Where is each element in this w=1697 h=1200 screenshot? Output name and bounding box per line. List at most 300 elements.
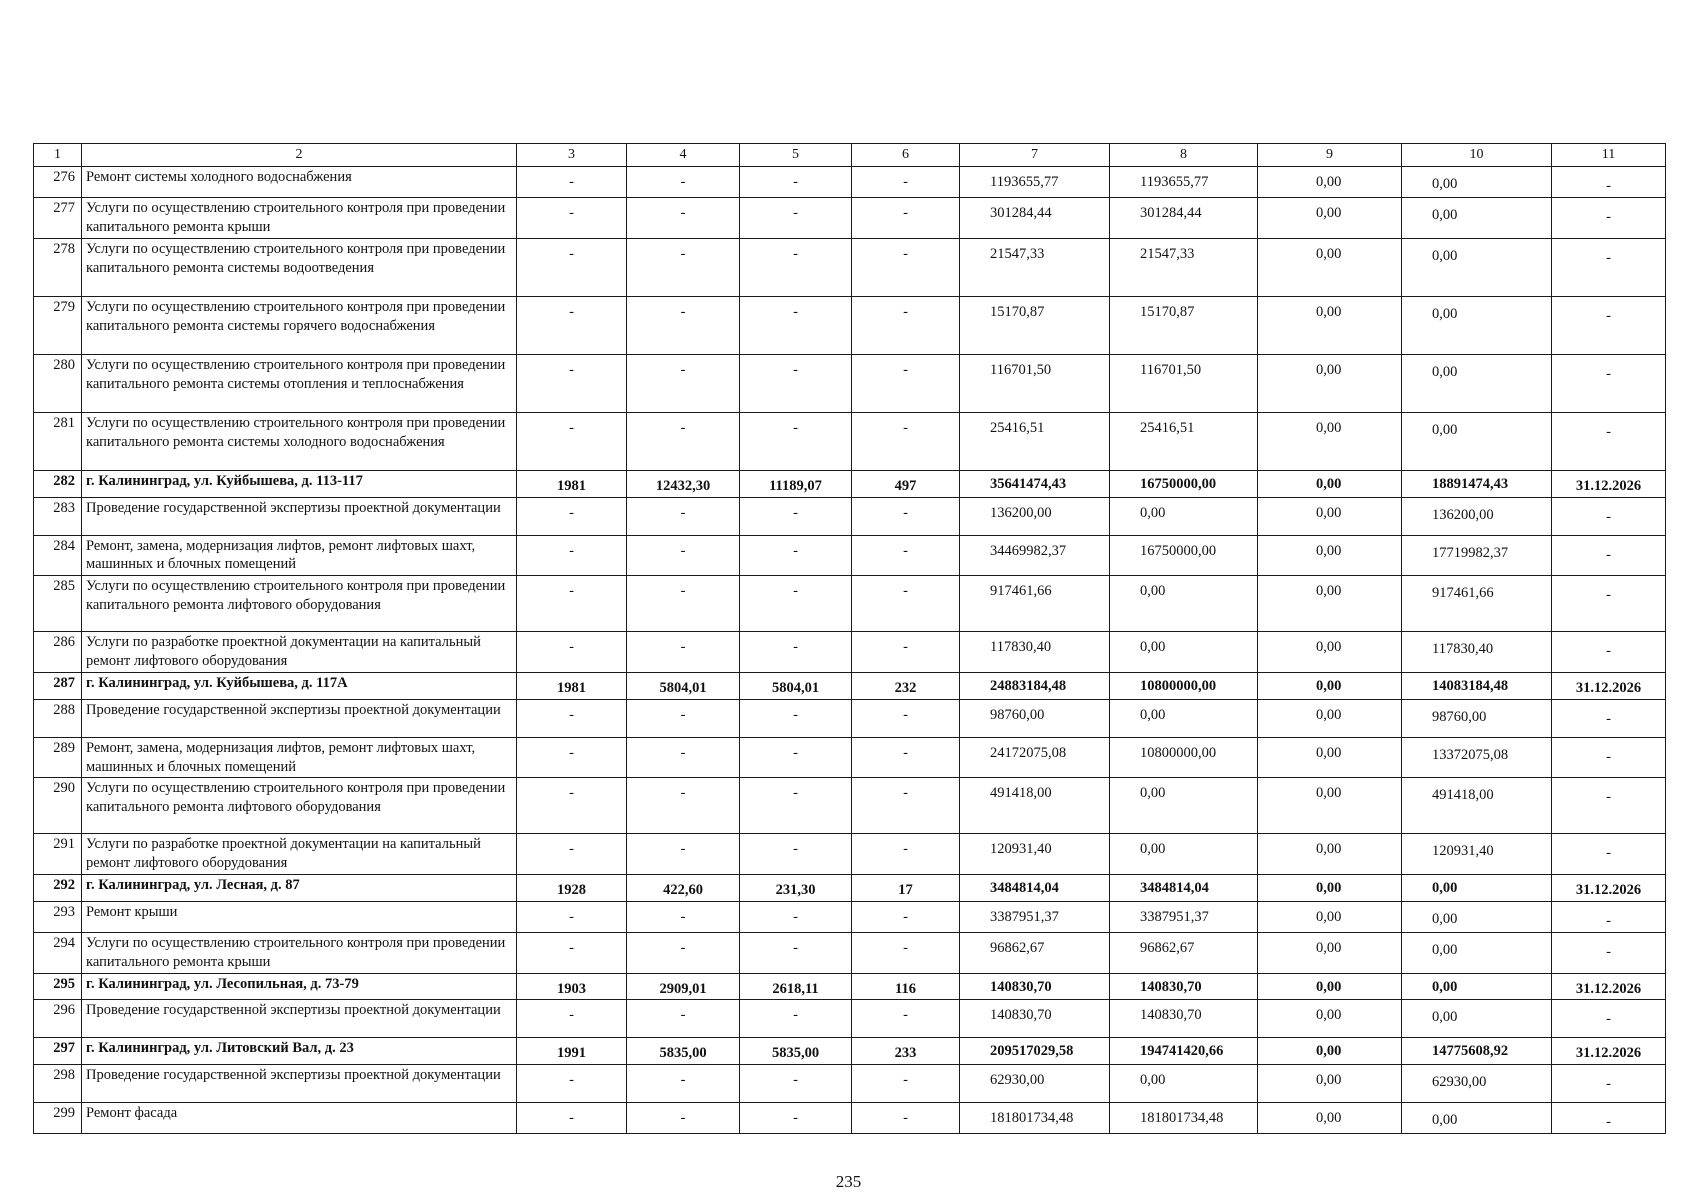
work-description-cell: Услуги по осуществлению строительного контроля при проведении капитального ремонта лифтового оборудования xyxy=(82,576,517,632)
table-row xyxy=(34,412,1666,470)
year-cell: - xyxy=(517,497,627,535)
owner-cost-cell: 0,00 xyxy=(1402,932,1552,973)
deadline-cell: - xyxy=(1552,535,1666,576)
residents-cell: - xyxy=(852,902,960,933)
work-description-cell: Услуги по разработке проектной документации на капитальный ремонт лифтового оборудования xyxy=(82,632,517,673)
owner-cost-cell: 917461,66 xyxy=(1402,576,1552,632)
total-cost-cell: 24172075,08 xyxy=(960,737,1110,778)
owner-cost-cell: 0,00 xyxy=(1402,902,1552,933)
year-cell: - xyxy=(517,354,627,412)
total-area-cell: - xyxy=(627,632,740,673)
owner-cost-cell: 120931,40 xyxy=(1402,834,1552,875)
owner-cost-cell: 0,00 xyxy=(1402,412,1552,470)
budget-cost-cell: 0,00 xyxy=(1258,973,1402,1000)
deadline-cell: - xyxy=(1552,296,1666,354)
deadline-cell: - xyxy=(1552,632,1666,673)
row-number-cell: 285 xyxy=(34,576,82,632)
row-number-cell: 289 xyxy=(34,737,82,778)
total-cost-cell: 3484814,04 xyxy=(960,875,1110,902)
total-cost-cell: 917461,66 xyxy=(960,576,1110,632)
work-description-cell: Проведение государственной экспертизы проектной документации xyxy=(82,497,517,535)
residents-cell: - xyxy=(852,778,960,834)
fund-cost-cell: 21547,33 xyxy=(1110,238,1258,296)
fund-cost-cell: 116701,50 xyxy=(1110,354,1258,412)
deadline-cell: 31.12.2026 xyxy=(1552,672,1666,699)
total-cost-cell: 21547,33 xyxy=(960,238,1110,296)
residents-cell: 497 xyxy=(852,470,960,497)
address-row xyxy=(34,875,1666,902)
address-row xyxy=(34,672,1666,699)
total-area-cell: 12432,30 xyxy=(627,470,740,497)
fund-cost-cell: 140830,70 xyxy=(1110,973,1258,1000)
table-row xyxy=(34,167,1666,198)
owner-cost-cell: 0,00 xyxy=(1402,296,1552,354)
budget-cost-cell: 0,00 xyxy=(1258,902,1402,933)
row-number-cell: 287 xyxy=(34,672,82,699)
year-cell: 1903 xyxy=(517,973,627,1000)
total-cost-cell: 116701,50 xyxy=(960,354,1110,412)
row-number-cell: 284 xyxy=(34,535,82,576)
year-cell: - xyxy=(517,1000,627,1038)
column-number-header-row xyxy=(34,144,1666,167)
row-number-cell: 292 xyxy=(34,875,82,902)
owner-cost-cell: 14083184,48 xyxy=(1402,672,1552,699)
row-number-cell: 277 xyxy=(34,198,82,239)
table-row xyxy=(34,1103,1666,1134)
row-number-cell: 294 xyxy=(34,932,82,973)
residents-cell: - xyxy=(852,497,960,535)
column-header: 3 xyxy=(517,144,627,167)
row-number-cell: 299 xyxy=(34,1103,82,1134)
fund-cost-cell: 3484814,04 xyxy=(1110,875,1258,902)
table-row xyxy=(34,932,1666,973)
year-cell: - xyxy=(517,737,627,778)
fund-cost-cell: 0,00 xyxy=(1110,576,1258,632)
work-description-cell: Ремонт фасада xyxy=(82,1103,517,1134)
budget-cost-cell: 0,00 xyxy=(1258,1000,1402,1038)
living-area-cell: - xyxy=(740,699,852,737)
fund-cost-cell: 1193655,77 xyxy=(1110,167,1258,198)
fund-cost-cell: 0,00 xyxy=(1110,834,1258,875)
total-area-cell: - xyxy=(627,1065,740,1103)
table-row xyxy=(34,778,1666,834)
living-area-cell: 5804,01 xyxy=(740,672,852,699)
living-area-cell: - xyxy=(740,1065,852,1103)
column-header: 2 xyxy=(82,144,517,167)
owner-cost-cell: 13372075,08 xyxy=(1402,737,1552,778)
work-description-cell: Услуги по осуществлению строительного контроля при проведении капитального ремонта лифтового оборудования xyxy=(82,778,517,834)
row-number-cell: 298 xyxy=(34,1065,82,1103)
total-area-cell: - xyxy=(627,1000,740,1038)
fund-cost-cell: 0,00 xyxy=(1110,699,1258,737)
owner-cost-cell: 0,00 xyxy=(1402,875,1552,902)
owner-cost-cell: 0,00 xyxy=(1402,238,1552,296)
total-area-cell: - xyxy=(627,902,740,933)
owner-cost-cell: 62930,00 xyxy=(1402,1065,1552,1103)
work-description-cell: Ремонт крыши xyxy=(82,902,517,933)
work-description-cell: г. Калининград, ул. Лесопильная, д. 73-79 xyxy=(82,973,517,1000)
budget-cost-cell: 0,00 xyxy=(1258,198,1402,239)
fund-cost-cell: 25416,51 xyxy=(1110,412,1258,470)
deadline-cell: - xyxy=(1552,354,1666,412)
deadline-cell: - xyxy=(1552,1103,1666,1134)
total-area-cell: - xyxy=(627,412,740,470)
fund-cost-cell: 301284,44 xyxy=(1110,198,1258,239)
owner-cost-cell: 136200,00 xyxy=(1402,497,1552,535)
table-row xyxy=(34,902,1666,933)
living-area-cell: 2618,11 xyxy=(740,973,852,1000)
total-area-cell: - xyxy=(627,834,740,875)
owner-cost-cell: 98760,00 xyxy=(1402,699,1552,737)
budget-cost-cell: 0,00 xyxy=(1258,834,1402,875)
living-area-cell: - xyxy=(740,535,852,576)
total-cost-cell: 140830,70 xyxy=(960,1000,1110,1038)
living-area-cell: - xyxy=(740,632,852,673)
total-area-cell: - xyxy=(627,699,740,737)
residents-cell: - xyxy=(852,354,960,412)
total-cost-cell: 96862,67 xyxy=(960,932,1110,973)
total-area-cell: 5804,01 xyxy=(627,672,740,699)
year-cell: - xyxy=(517,902,627,933)
work-description-cell: Услуги по осуществлению строительного контроля при проведении капитального ремонта системы отопления и теплоснабжения xyxy=(82,354,517,412)
budget-cost-cell: 0,00 xyxy=(1258,535,1402,576)
fund-cost-cell: 16750000,00 xyxy=(1110,535,1258,576)
work-description-cell: Проведение государственной экспертизы проектной документации xyxy=(82,1000,517,1038)
total-area-cell: - xyxy=(627,354,740,412)
table-row xyxy=(34,737,1666,778)
row-number-cell: 296 xyxy=(34,1000,82,1038)
budget-cost-cell: 0,00 xyxy=(1258,470,1402,497)
living-area-cell: - xyxy=(740,778,852,834)
budget-cost-cell: 0,00 xyxy=(1258,632,1402,673)
work-description-cell: Ремонт системы холодного водоснабжения xyxy=(82,167,517,198)
total-area-cell: - xyxy=(627,296,740,354)
residents-cell: - xyxy=(852,1103,960,1134)
year-cell: - xyxy=(517,632,627,673)
owner-cost-cell: 14775608,92 xyxy=(1402,1038,1552,1065)
owner-cost-cell: 491418,00 xyxy=(1402,778,1552,834)
table-row xyxy=(34,198,1666,239)
total-area-cell: - xyxy=(627,238,740,296)
living-area-cell: - xyxy=(740,1103,852,1134)
owner-cost-cell: 0,00 xyxy=(1402,167,1552,198)
owner-cost-cell: 17719982,37 xyxy=(1402,535,1552,576)
fund-cost-cell: 3387951,37 xyxy=(1110,902,1258,933)
owner-cost-cell: 0,00 xyxy=(1402,198,1552,239)
total-cost-cell: 181801734,48 xyxy=(960,1103,1110,1134)
budget-cost-cell: 0,00 xyxy=(1258,778,1402,834)
year-cell: - xyxy=(517,412,627,470)
work-description-cell: г. Калининград, ул. Куйбышева, д. 113-117 xyxy=(82,470,517,497)
row-number-cell: 280 xyxy=(34,354,82,412)
budget-cost-cell: 0,00 xyxy=(1258,412,1402,470)
living-area-cell: 231,30 xyxy=(740,875,852,902)
residents-cell: - xyxy=(852,238,960,296)
total-cost-cell: 35641474,43 xyxy=(960,470,1110,497)
residents-cell: 233 xyxy=(852,1038,960,1065)
column-header: 4 xyxy=(627,144,740,167)
total-area-cell: - xyxy=(627,737,740,778)
owner-cost-cell: 0,00 xyxy=(1402,1000,1552,1038)
row-number-cell: 295 xyxy=(34,973,82,1000)
column-header: 1 xyxy=(34,144,82,167)
table-row xyxy=(34,1000,1666,1038)
row-number-cell: 279 xyxy=(34,296,82,354)
year-cell: - xyxy=(517,834,627,875)
row-number-cell: 293 xyxy=(34,902,82,933)
deadline-cell: - xyxy=(1552,576,1666,632)
year-cell: 1991 xyxy=(517,1038,627,1065)
deadline-cell: 31.12.2026 xyxy=(1552,470,1666,497)
budget-cost-cell: 0,00 xyxy=(1258,1065,1402,1103)
budget-cost-cell: 0,00 xyxy=(1258,672,1402,699)
fund-cost-cell: 0,00 xyxy=(1110,632,1258,673)
residents-cell: - xyxy=(852,198,960,239)
deadline-cell: - xyxy=(1552,778,1666,834)
living-area-cell: - xyxy=(740,296,852,354)
total-cost-cell: 25416,51 xyxy=(960,412,1110,470)
living-area-cell: - xyxy=(740,737,852,778)
table-row xyxy=(34,632,1666,673)
table-body xyxy=(34,144,1666,1134)
deadline-cell: - xyxy=(1552,902,1666,933)
budget-cost-cell: 0,00 xyxy=(1258,737,1402,778)
fund-cost-cell: 140830,70 xyxy=(1110,1000,1258,1038)
budget-cost-cell: 0,00 xyxy=(1258,296,1402,354)
budget-cost-cell: 0,00 xyxy=(1258,1038,1402,1065)
living-area-cell: - xyxy=(740,412,852,470)
total-cost-cell: 34469982,37 xyxy=(960,535,1110,576)
residents-cell: - xyxy=(852,535,960,576)
deadline-cell: - xyxy=(1552,497,1666,535)
fund-cost-cell: 10800000,00 xyxy=(1110,737,1258,778)
residents-cell: - xyxy=(852,1000,960,1038)
budget-cost-cell: 0,00 xyxy=(1258,497,1402,535)
owner-cost-cell: 18891474,43 xyxy=(1402,470,1552,497)
row-number-cell: 286 xyxy=(34,632,82,673)
table-row xyxy=(34,238,1666,296)
address-row xyxy=(34,973,1666,1000)
deadline-cell: 31.12.2026 xyxy=(1552,1038,1666,1065)
deadline-cell: - xyxy=(1552,699,1666,737)
deadline-cell: - xyxy=(1552,737,1666,778)
total-area-cell: - xyxy=(627,535,740,576)
budget-cost-cell: 0,00 xyxy=(1258,167,1402,198)
total-area-cell: 5835,00 xyxy=(627,1038,740,1065)
column-header: 10 xyxy=(1402,144,1552,167)
page-number: 235 xyxy=(835,1172,862,1191)
row-number-cell: 282 xyxy=(34,470,82,497)
year-cell: - xyxy=(517,238,627,296)
year-cell: - xyxy=(517,296,627,354)
total-cost-cell: 120931,40 xyxy=(960,834,1110,875)
year-cell: - xyxy=(517,535,627,576)
living-area-cell: - xyxy=(740,167,852,198)
total-area-cell: 422,60 xyxy=(627,875,740,902)
budget-cost-cell: 0,00 xyxy=(1258,238,1402,296)
fund-cost-cell: 0,00 xyxy=(1110,497,1258,535)
work-description-cell: Услуги по осуществлению строительного контроля при проведении капитального ремонта крыши xyxy=(82,932,517,973)
living-area-cell: - xyxy=(740,576,852,632)
deadline-cell: 31.12.2026 xyxy=(1552,973,1666,1000)
work-description-cell: Услуги по осуществлению строительного контроля при проведении капитального ремонта системы горячего водоснабжения xyxy=(82,296,517,354)
column-header: 5 xyxy=(740,144,852,167)
year-cell: - xyxy=(517,932,627,973)
residents-cell: - xyxy=(852,932,960,973)
column-header: 11 xyxy=(1552,144,1666,167)
total-area-cell: - xyxy=(627,167,740,198)
living-area-cell: - xyxy=(740,354,852,412)
deadline-cell: - xyxy=(1552,198,1666,239)
work-description-cell: Проведение государственной экспертизы проектной документации xyxy=(82,699,517,737)
living-area-cell: - xyxy=(740,834,852,875)
fund-cost-cell: 10800000,00 xyxy=(1110,672,1258,699)
work-description-cell: Услуги по осуществлению строительного контроля при проведении капитального ремонта крыши xyxy=(82,198,517,239)
address-row xyxy=(34,470,1666,497)
year-cell: - xyxy=(517,699,627,737)
work-description-cell: Ремонт, замена, модернизация лифтов, ремонт лифтовых шахт, машинных и блочных помещений xyxy=(82,535,517,576)
total-area-cell: - xyxy=(627,932,740,973)
residents-cell: - xyxy=(852,576,960,632)
total-area-cell: - xyxy=(627,576,740,632)
deadline-cell: - xyxy=(1552,932,1666,973)
table-row xyxy=(34,535,1666,576)
residents-cell: - xyxy=(852,699,960,737)
row-number-cell: 288 xyxy=(34,699,82,737)
work-description-cell: Услуги по осуществлению строительного контроля при проведении капитального ремонта системы водоотведения xyxy=(82,238,517,296)
fund-cost-cell: 0,00 xyxy=(1110,1065,1258,1103)
residents-cell: - xyxy=(852,834,960,875)
year-cell: - xyxy=(517,198,627,239)
row-number-cell: 283 xyxy=(34,497,82,535)
fund-cost-cell: 16750000,00 xyxy=(1110,470,1258,497)
total-area-cell: 2909,01 xyxy=(627,973,740,1000)
work-description-cell: Услуги по осуществлению строительного контроля при проведении капитального ремонта системы холодного водоснабжения xyxy=(82,412,517,470)
row-number-cell: 290 xyxy=(34,778,82,834)
year-cell: - xyxy=(517,1065,627,1103)
work-description-cell: г. Калининград, ул. Литовский Вал, д. 23 xyxy=(82,1038,517,1065)
residents-cell: - xyxy=(852,296,960,354)
total-cost-cell: 117830,40 xyxy=(960,632,1110,673)
total-cost-cell: 24883184,48 xyxy=(960,672,1110,699)
residents-cell: - xyxy=(852,1065,960,1103)
table-row xyxy=(34,497,1666,535)
deadline-cell: - xyxy=(1552,238,1666,296)
work-description-cell: Ремонт, замена, модернизация лифтов, ремонт лифтовых шахт, машинных и блочных помещений xyxy=(82,737,517,778)
owner-cost-cell: 0,00 xyxy=(1402,1103,1552,1134)
living-area-cell: - xyxy=(740,497,852,535)
living-area-cell: - xyxy=(740,932,852,973)
fund-cost-cell: 0,00 xyxy=(1110,778,1258,834)
living-area-cell: - xyxy=(740,1000,852,1038)
work-description-cell: г. Калининград, ул. Куйбышева, д. 117А xyxy=(82,672,517,699)
residents-cell: - xyxy=(852,412,960,470)
residents-cell: 17 xyxy=(852,875,960,902)
owner-cost-cell: 117830,40 xyxy=(1402,632,1552,673)
residents-cell: - xyxy=(852,167,960,198)
total-cost-cell: 140830,70 xyxy=(960,973,1110,1000)
row-number-cell: 297 xyxy=(34,1038,82,1065)
owner-cost-cell: 0,00 xyxy=(1402,973,1552,1000)
fund-cost-cell: 15170,87 xyxy=(1110,296,1258,354)
year-cell: 1981 xyxy=(517,470,627,497)
column-header: 9 xyxy=(1258,144,1402,167)
living-area-cell: - xyxy=(740,198,852,239)
fund-cost-cell: 181801734,48 xyxy=(1110,1103,1258,1134)
address-row xyxy=(34,1038,1666,1065)
table-row xyxy=(34,354,1666,412)
table-row xyxy=(34,296,1666,354)
register-table xyxy=(33,143,1666,1134)
total-cost-cell: 136200,00 xyxy=(960,497,1110,535)
budget-cost-cell: 0,00 xyxy=(1258,932,1402,973)
budget-cost-cell: 0,00 xyxy=(1258,576,1402,632)
work-description-cell: г. Калининград, ул. Лесная, д. 87 xyxy=(82,875,517,902)
budget-cost-cell: 0,00 xyxy=(1258,1103,1402,1134)
deadline-cell: - xyxy=(1552,167,1666,198)
table-row xyxy=(34,1065,1666,1103)
total-cost-cell: 491418,00 xyxy=(960,778,1110,834)
total-cost-cell: 15170,87 xyxy=(960,296,1110,354)
total-cost-cell: 1193655,77 xyxy=(960,167,1110,198)
budget-cost-cell: 0,00 xyxy=(1258,354,1402,412)
living-area-cell: 5835,00 xyxy=(740,1038,852,1065)
table-row xyxy=(34,576,1666,632)
deadline-cell: - xyxy=(1552,412,1666,470)
living-area-cell: - xyxy=(740,238,852,296)
residents-cell: 116 xyxy=(852,973,960,1000)
total-cost-cell: 3387951,37 xyxy=(960,902,1110,933)
deadline-cell: - xyxy=(1552,834,1666,875)
year-cell: 1928 xyxy=(517,875,627,902)
year-cell: - xyxy=(517,576,627,632)
year-cell: - xyxy=(517,778,627,834)
deadline-cell: - xyxy=(1552,1000,1666,1038)
fund-cost-cell: 194741420,66 xyxy=(1110,1038,1258,1065)
year-cell: 1981 xyxy=(517,672,627,699)
column-header: 6 xyxy=(852,144,960,167)
table-row xyxy=(34,699,1666,737)
total-area-cell: - xyxy=(627,497,740,535)
total-cost-cell: 62930,00 xyxy=(960,1065,1110,1103)
total-area-cell: - xyxy=(627,198,740,239)
total-cost-cell: 98760,00 xyxy=(960,699,1110,737)
deadline-cell: 31.12.2026 xyxy=(1552,875,1666,902)
table-row xyxy=(34,834,1666,875)
budget-cost-cell: 0,00 xyxy=(1258,699,1402,737)
row-number-cell: 278 xyxy=(34,238,82,296)
row-number-cell: 291 xyxy=(34,834,82,875)
work-description-cell: Проведение государственной экспертизы проектной документации xyxy=(82,1065,517,1103)
residents-cell: - xyxy=(852,737,960,778)
total-area-cell: - xyxy=(627,1103,740,1134)
budget-cost-cell: 0,00 xyxy=(1258,875,1402,902)
deadline-cell: - xyxy=(1552,1065,1666,1103)
total-cost-cell: 209517029,58 xyxy=(960,1038,1110,1065)
row-number-cell: 276 xyxy=(34,167,82,198)
total-area-cell: - xyxy=(627,778,740,834)
row-number-cell: 281 xyxy=(34,412,82,470)
year-cell: - xyxy=(517,1103,627,1134)
column-header: 8 xyxy=(1110,144,1258,167)
year-cell: - xyxy=(517,167,627,198)
column-header: 7 xyxy=(960,144,1110,167)
total-cost-cell: 301284,44 xyxy=(960,198,1110,239)
living-area-cell: - xyxy=(740,902,852,933)
owner-cost-cell: 0,00 xyxy=(1402,354,1552,412)
residents-cell: - xyxy=(852,632,960,673)
residents-cell: 232 xyxy=(852,672,960,699)
